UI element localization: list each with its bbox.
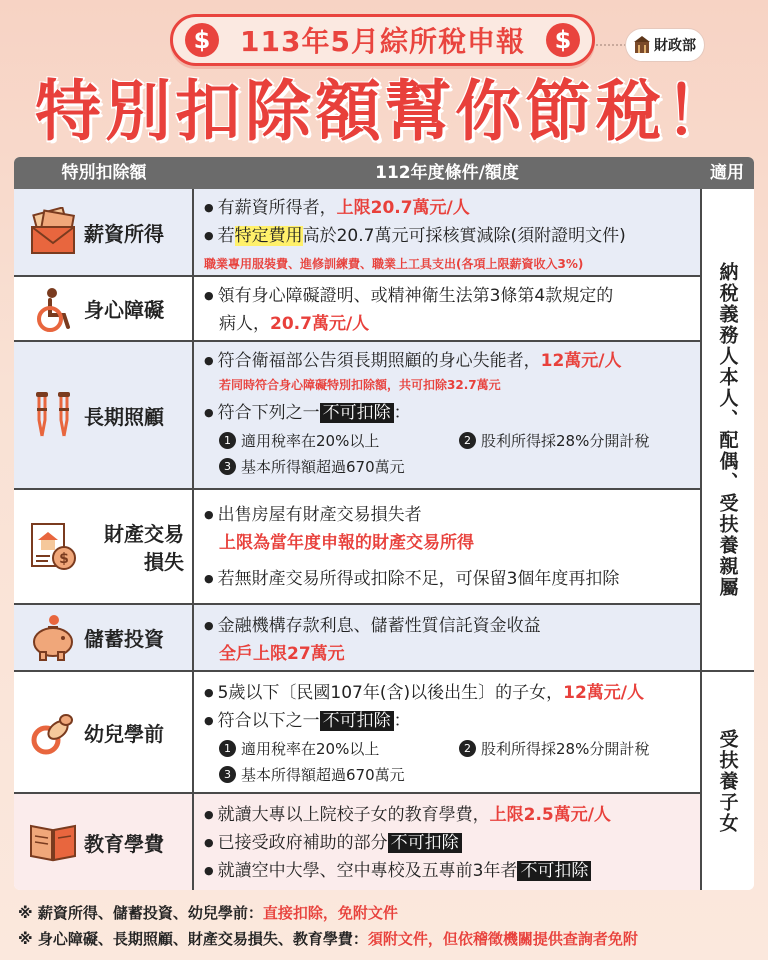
- deduction-table: [14, 157, 754, 890]
- dollar-icon: $: [546, 23, 580, 57]
- table-row: [14, 490, 700, 605]
- table-row: [14, 672, 700, 794]
- top-banner: [170, 14, 595, 66]
- row-content: [204, 613, 700, 667]
- condition-line: ● 領有身心障礙證明、或精神衛生法第3條第4款規定的: [204, 283, 700, 311]
- dollar-icon: $: [185, 23, 219, 57]
- condition-line: ● 若無財產交易所得或扣除不足，可保留3個年度再扣除: [204, 566, 700, 594]
- row-label-cell: [14, 189, 194, 275]
- condition-line: 全戶上限27萬元: [219, 644, 345, 664]
- svg-text:$: $: [59, 551, 69, 567]
- condition-line: ● 符合下列之一 不可扣除 ：: [204, 400, 700, 428]
- footnote: 若同時符合身心障礙特別扣除額，共可扣除32.7萬元: [219, 378, 501, 392]
- condition-line: ● 已接受政府補助的部分 不可扣除: [204, 830, 700, 858]
- footnote: 職業專用服裝費、進修訓練費、職業上工具支出(各項上限薪資收入3%): [204, 257, 584, 271]
- condition-item: 2 股利所得採28%分開計稅: [459, 432, 649, 450]
- condition-line: ● 若特定費用高於20.7萬元可採核實減除(須附證明文件): [204, 223, 700, 251]
- condition-line: ● 5歲以下〔民國107年(含)以後出生〕的子女，12萬元/人: [204, 680, 700, 708]
- row-label: 幼兒學前: [84, 721, 164, 746]
- table-header: [14, 157, 754, 189]
- footer-note: ※ 薪資所得、儲蓄投資、幼兒學前：直接扣除，免附文件: [18, 904, 398, 922]
- page-title: 特別扣除額幫你節稅！: [35, 73, 735, 150]
- divider: [596, 44, 626, 46]
- applies-cell-children: 受扶養子女: [700, 672, 754, 890]
- row-label-cell: [14, 672, 194, 792]
- condition-line: ● 符合以下之一 不可扣除 ：: [204, 708, 700, 736]
- ministry-building-icon: [634, 36, 650, 54]
- column-header: 適用: [710, 163, 744, 183]
- row-label-cell: [14, 605, 194, 670]
- row-label: 損失: [144, 550, 184, 574]
- row-label-cell: [14, 490, 194, 603]
- footer-note: ※ 身心障礙、長期照顧、財產交易損失、教育學費：須附文件，但依稽徵機關提供查詢者免附: [18, 930, 638, 948]
- condition-items: [204, 736, 700, 762]
- ministry-badge: [625, 28, 705, 62]
- row-label: 長期照顧: [84, 404, 164, 429]
- ministry-name: 財政部: [654, 38, 696, 54]
- row-content: [204, 680, 700, 788]
- row-label: 身心障礙: [84, 298, 164, 322]
- column-header: 特別扣除額: [61, 163, 147, 183]
- table-row: [14, 794, 700, 890]
- condition-line: 上限為當年度申報的財產交易所得: [219, 533, 474, 553]
- row-label: 薪資所得: [84, 221, 164, 246]
- row-content: [204, 195, 700, 277]
- row-label: 儲蓄投資: [84, 627, 164, 651]
- condition-items: [204, 428, 700, 454]
- table-row: [14, 342, 700, 490]
- row-label-cell: [14, 277, 194, 340]
- condition-item: 1 適用稅率在20%以上: [219, 428, 459, 454]
- row-label-cell: [14, 342, 194, 488]
- row-content: [204, 283, 700, 337]
- pacifier-icon: [28, 708, 78, 758]
- condition-item: 2 股利所得採28%分開計稅: [459, 740, 649, 758]
- wheelchair-icon: [28, 285, 78, 335]
- condition-line: 病人，20.7萬元/人: [219, 314, 370, 334]
- banner-title: 113年5月綜所稅申報: [240, 25, 525, 58]
- condition-item: 3 基本所得額超過670萬元: [204, 762, 700, 788]
- applies-cell-taxpayer: 納稅義務人本人、配偶、受扶養親屬: [700, 189, 754, 672]
- condition-line: ● 有薪資所得者，上限20.7萬元/人: [204, 195, 700, 223]
- column-header: 112年度條件/額度: [375, 163, 519, 183]
- condition-line: ● 出售房屋有財產交易損失者: [204, 502, 700, 530]
- salary-envelope-icon: [28, 207, 78, 257]
- condition-line: ● 就讀大專以上院校子女的教育學費，上限2.5萬元/人: [204, 802, 700, 830]
- condition-item: 1 適用稅率在20%以上: [219, 736, 459, 762]
- condition-item: 3 基本所得額超過670萬元: [204, 454, 700, 480]
- row-content: [204, 802, 700, 886]
- piggy-bank-icon: [28, 614, 78, 664]
- open-book-icon: [28, 816, 78, 866]
- row-content: [204, 502, 700, 594]
- condition-line: ● 就讀空中大學、空中專校及五專前3年者 不可扣除: [204, 858, 700, 886]
- row-label: 教育學費: [84, 831, 164, 856]
- row-content: [204, 348, 700, 480]
- condition-line: ● 符合衛福部公告須長期照顧的身心失能者，12萬元/人: [204, 348, 700, 376]
- condition-line: ● 金融機構存款利息、儲蓄性質信託資金收益: [204, 613, 700, 641]
- table-row: [14, 605, 700, 672]
- row-label: 財產交易: [104, 522, 184, 546]
- row-label-cell: [14, 794, 194, 890]
- table-row: [14, 277, 700, 342]
- table-row: [14, 189, 700, 277]
- crutches-icon: [28, 390, 78, 440]
- house-document-icon: [28, 522, 78, 572]
